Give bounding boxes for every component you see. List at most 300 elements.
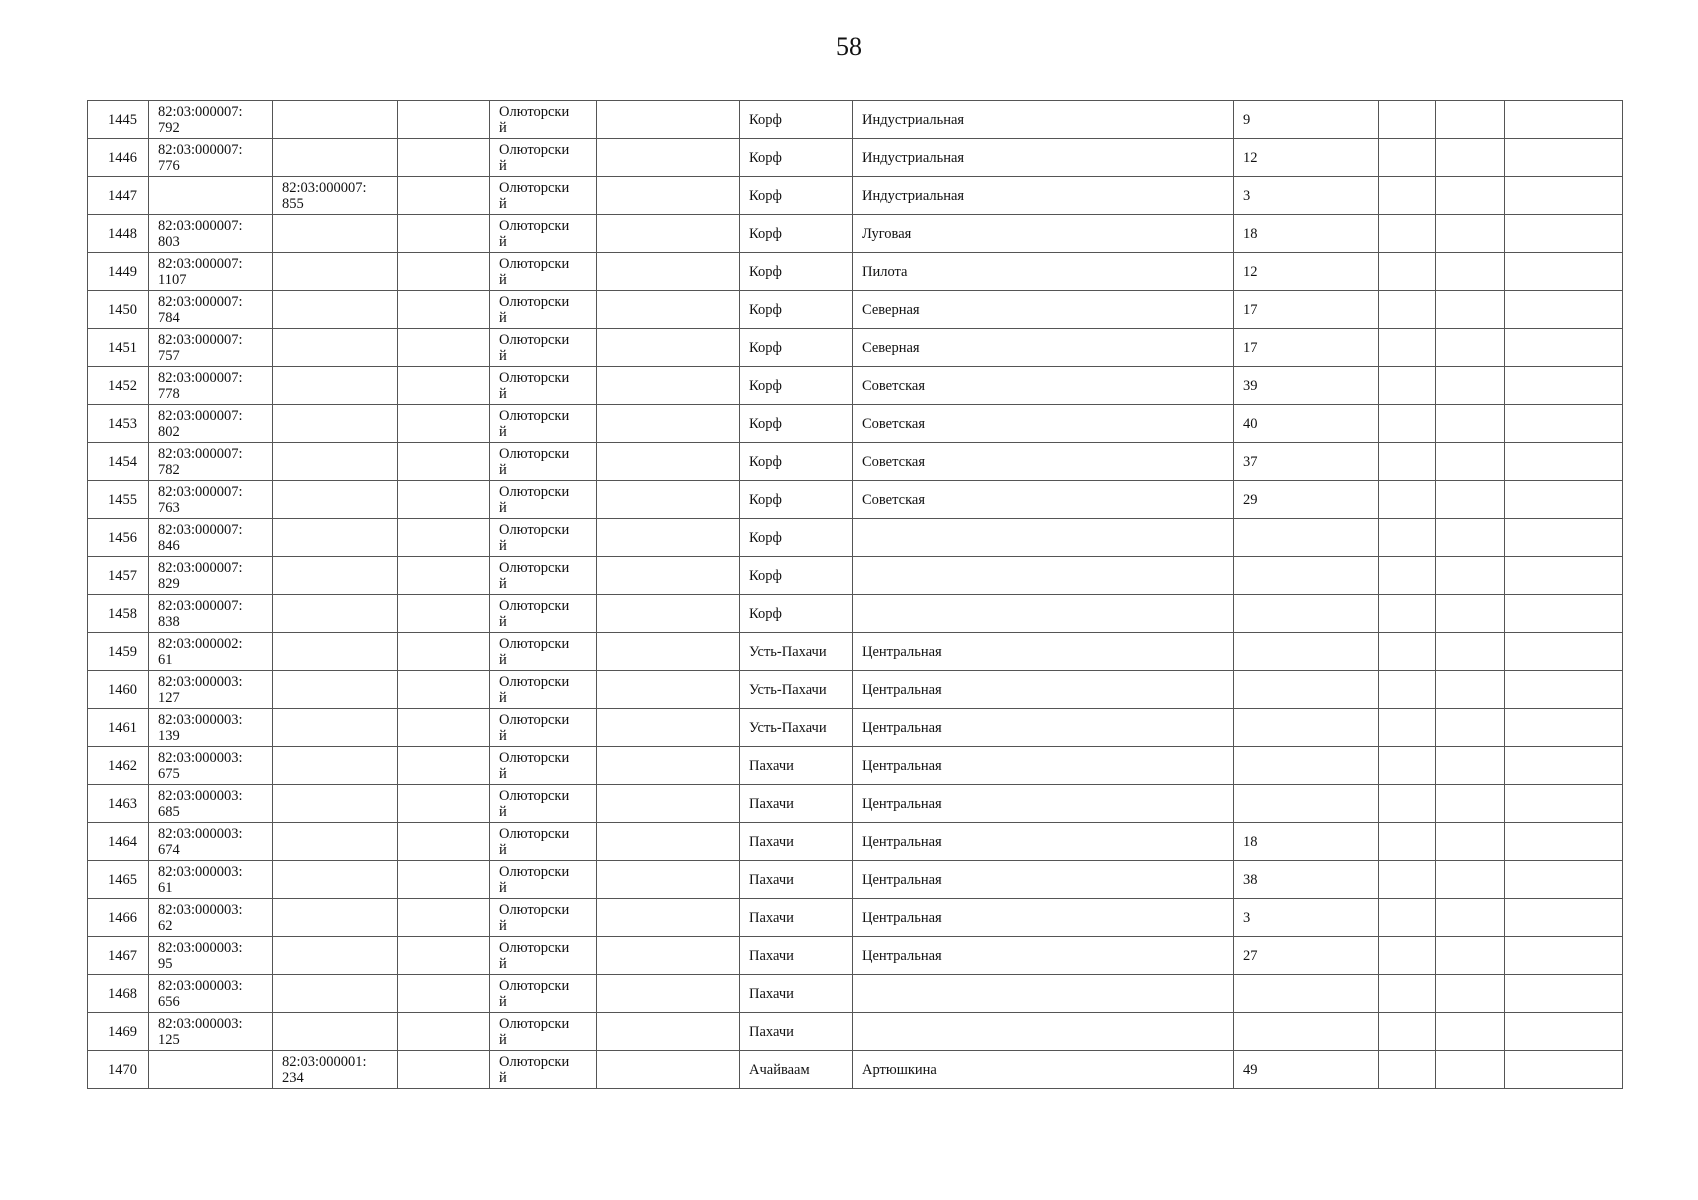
empty-cell xyxy=(1505,329,1623,367)
settlement-cell: Ачайваам xyxy=(740,1051,853,1089)
empty-cell xyxy=(597,595,740,633)
cadastral-number-alt-cell xyxy=(273,405,398,443)
row-number-cell: 1464 xyxy=(88,823,149,861)
empty-cell xyxy=(1379,823,1436,861)
house-number-cell xyxy=(1234,633,1379,671)
house-number-cell: 3 xyxy=(1234,899,1379,937)
street-cell: Северная xyxy=(853,329,1234,367)
district-cell: Олюторски й xyxy=(490,177,597,215)
empty-cell xyxy=(398,709,490,747)
cadastral-number-alt-cell xyxy=(273,595,398,633)
cadastral-number-cell: 82:03:000007: 1107 xyxy=(149,253,273,291)
table-row xyxy=(88,367,1623,405)
settlement-cell: Корф xyxy=(740,101,853,139)
house-number-cell: 27 xyxy=(1234,937,1379,975)
empty-cell xyxy=(398,481,490,519)
table-row xyxy=(88,747,1623,785)
row-number-cell: 1465 xyxy=(88,861,149,899)
cadastral-number-cell: 82:03:000003: 685 xyxy=(149,785,273,823)
empty-cell xyxy=(1505,1051,1623,1089)
empty-cell xyxy=(1436,595,1505,633)
empty-cell xyxy=(398,367,490,405)
house-number-cell: 12 xyxy=(1234,139,1379,177)
empty-cell xyxy=(1379,443,1436,481)
empty-cell xyxy=(1379,595,1436,633)
settlement-cell: Корф xyxy=(740,481,853,519)
cadastral-number-alt-cell xyxy=(273,937,398,975)
empty-cell xyxy=(398,101,490,139)
street-cell: Советская xyxy=(853,443,1234,481)
empty-cell xyxy=(398,139,490,177)
empty-cell xyxy=(1505,1013,1623,1051)
street-cell: Северная xyxy=(853,291,1234,329)
cadastral-number-cell xyxy=(149,1051,273,1089)
table-row xyxy=(88,329,1623,367)
row-number-cell: 1463 xyxy=(88,785,149,823)
cadastral-number-cell: 82:03:000007: 838 xyxy=(149,595,273,633)
district-cell: Олюторски й xyxy=(490,519,597,557)
cadastral-number-alt-cell xyxy=(273,709,398,747)
row-number-cell: 1457 xyxy=(88,557,149,595)
empty-cell xyxy=(597,823,740,861)
table-row xyxy=(88,177,1623,215)
empty-cell xyxy=(398,253,490,291)
empty-cell xyxy=(1379,557,1436,595)
registry-table xyxy=(87,100,1623,1089)
table-row xyxy=(88,861,1623,899)
empty-cell xyxy=(1379,747,1436,785)
empty-cell xyxy=(1436,861,1505,899)
house-number-cell: 17 xyxy=(1234,329,1379,367)
empty-cell xyxy=(1379,215,1436,253)
empty-cell xyxy=(1436,253,1505,291)
row-number-cell: 1453 xyxy=(88,405,149,443)
table-row xyxy=(88,101,1623,139)
district-cell: Олюторски й xyxy=(490,633,597,671)
empty-cell xyxy=(1505,253,1623,291)
cadastral-number-alt-cell xyxy=(273,139,398,177)
district-cell: Олюторски й xyxy=(490,823,597,861)
empty-cell xyxy=(1379,405,1436,443)
district-cell: Олюторски й xyxy=(490,557,597,595)
empty-cell xyxy=(1436,481,1505,519)
empty-cell xyxy=(1505,101,1623,139)
empty-cell xyxy=(398,1051,490,1089)
house-number-cell: 40 xyxy=(1234,405,1379,443)
district-cell: Олюторски й xyxy=(490,1013,597,1051)
empty-cell xyxy=(1436,215,1505,253)
empty-cell xyxy=(1379,633,1436,671)
street-cell: Центральная xyxy=(853,823,1234,861)
table-row xyxy=(88,405,1623,443)
settlement-cell: Корф xyxy=(740,405,853,443)
empty-cell xyxy=(597,139,740,177)
empty-cell xyxy=(398,405,490,443)
empty-cell xyxy=(597,633,740,671)
empty-cell xyxy=(1379,785,1436,823)
empty-cell xyxy=(1505,215,1623,253)
empty-cell xyxy=(1436,899,1505,937)
table-row xyxy=(88,595,1623,633)
empty-cell xyxy=(1379,329,1436,367)
empty-cell xyxy=(1505,519,1623,557)
empty-cell xyxy=(398,785,490,823)
empty-cell xyxy=(1505,481,1623,519)
row-number-cell: 1470 xyxy=(88,1051,149,1089)
cadastral-number-alt-cell xyxy=(273,367,398,405)
street-cell: Центральная xyxy=(853,633,1234,671)
house-number-cell: 18 xyxy=(1234,823,1379,861)
house-number-cell: 9 xyxy=(1234,101,1379,139)
table-row xyxy=(88,291,1623,329)
row-number-cell: 1446 xyxy=(88,139,149,177)
empty-cell xyxy=(1505,823,1623,861)
district-cell: Олюторски й xyxy=(490,481,597,519)
empty-cell xyxy=(1436,1013,1505,1051)
empty-cell xyxy=(1436,975,1505,1013)
row-number-cell: 1454 xyxy=(88,443,149,481)
cadastral-number-alt-cell xyxy=(273,253,398,291)
empty-cell xyxy=(597,405,740,443)
empty-cell xyxy=(1436,405,1505,443)
empty-cell xyxy=(398,1013,490,1051)
row-number-cell: 1450 xyxy=(88,291,149,329)
cadastral-number-cell: 82:03:000007: 763 xyxy=(149,481,273,519)
cadastral-number-alt-cell xyxy=(273,899,398,937)
empty-cell xyxy=(597,861,740,899)
empty-cell xyxy=(597,329,740,367)
street-cell: Центральная xyxy=(853,747,1234,785)
street-cell: Советская xyxy=(853,481,1234,519)
empty-cell xyxy=(597,709,740,747)
empty-cell xyxy=(398,291,490,329)
street-cell: Центральная xyxy=(853,671,1234,709)
street-cell xyxy=(853,1013,1234,1051)
empty-cell xyxy=(1505,633,1623,671)
row-number-cell: 1455 xyxy=(88,481,149,519)
house-number-cell xyxy=(1234,709,1379,747)
street-cell xyxy=(853,975,1234,1013)
settlement-cell: Корф xyxy=(740,367,853,405)
empty-cell xyxy=(398,671,490,709)
row-number-cell: 1448 xyxy=(88,215,149,253)
row-number-cell: 1459 xyxy=(88,633,149,671)
cadastral-number-cell: 82:03:000003: 139 xyxy=(149,709,273,747)
district-cell: Олюторски й xyxy=(490,747,597,785)
district-cell: Олюторски й xyxy=(490,861,597,899)
empty-cell xyxy=(1505,291,1623,329)
empty-cell xyxy=(398,557,490,595)
cadastral-number-alt-cell xyxy=(273,861,398,899)
empty-cell xyxy=(1436,1051,1505,1089)
table-row xyxy=(88,785,1623,823)
row-number-cell: 1469 xyxy=(88,1013,149,1051)
settlement-cell: Корф xyxy=(740,177,853,215)
house-number-cell xyxy=(1234,671,1379,709)
district-cell: Олюторски й xyxy=(490,253,597,291)
empty-cell xyxy=(597,291,740,329)
empty-cell xyxy=(398,937,490,975)
empty-cell xyxy=(1505,139,1623,177)
cadastral-number-alt-cell xyxy=(273,519,398,557)
empty-cell xyxy=(1436,139,1505,177)
settlement-cell: Пахачи xyxy=(740,975,853,1013)
empty-cell xyxy=(597,519,740,557)
row-number-cell: 1466 xyxy=(88,899,149,937)
settlement-cell: Пахачи xyxy=(740,861,853,899)
settlement-cell: Усть-Пахачи xyxy=(740,671,853,709)
street-cell: Центральная xyxy=(853,899,1234,937)
table-row xyxy=(88,481,1623,519)
district-cell: Олюторски й xyxy=(490,595,597,633)
empty-cell xyxy=(597,177,740,215)
empty-cell xyxy=(1379,101,1436,139)
empty-cell xyxy=(1379,481,1436,519)
empty-cell xyxy=(1436,519,1505,557)
cadastral-number-cell: 82:03:000003: 675 xyxy=(149,747,273,785)
table-row xyxy=(88,823,1623,861)
row-number-cell: 1460 xyxy=(88,671,149,709)
table-row xyxy=(88,671,1623,709)
empty-cell xyxy=(1505,405,1623,443)
cadastral-number-alt-cell xyxy=(273,291,398,329)
cadastral-number-cell: 82:03:000003: 125 xyxy=(149,1013,273,1051)
table-row xyxy=(88,519,1623,557)
empty-cell xyxy=(1379,367,1436,405)
row-number-cell: 1467 xyxy=(88,937,149,975)
house-number-cell: 12 xyxy=(1234,253,1379,291)
cadastral-number-cell: 82:03:000007: 757 xyxy=(149,329,273,367)
street-cell: Центральная xyxy=(853,937,1234,975)
house-number-cell xyxy=(1234,595,1379,633)
district-cell: Олюторски й xyxy=(490,1051,597,1089)
empty-cell xyxy=(1379,861,1436,899)
row-number-cell: 1445 xyxy=(88,101,149,139)
empty-cell xyxy=(1436,329,1505,367)
row-number-cell: 1468 xyxy=(88,975,149,1013)
house-number-cell xyxy=(1234,557,1379,595)
empty-cell xyxy=(1505,861,1623,899)
cadastral-number-alt-cell xyxy=(273,747,398,785)
cadastral-number-cell: 82:03:000007: 802 xyxy=(149,405,273,443)
house-number-cell: 49 xyxy=(1234,1051,1379,1089)
empty-cell xyxy=(1379,253,1436,291)
empty-cell xyxy=(398,329,490,367)
empty-cell xyxy=(1436,101,1505,139)
empty-cell xyxy=(1379,671,1436,709)
cadastral-number-cell: 82:03:000007: 784 xyxy=(149,291,273,329)
empty-cell xyxy=(1436,823,1505,861)
row-number-cell: 1458 xyxy=(88,595,149,633)
district-cell: Олюторски й xyxy=(490,899,597,937)
empty-cell xyxy=(1379,1013,1436,1051)
cadastral-number-cell: 82:03:000007: 792 xyxy=(149,101,273,139)
house-number-cell: 38 xyxy=(1234,861,1379,899)
empty-cell xyxy=(597,253,740,291)
empty-cell xyxy=(597,1013,740,1051)
table-row xyxy=(88,253,1623,291)
street-cell: Индустриальная xyxy=(853,101,1234,139)
empty-cell xyxy=(1505,595,1623,633)
house-number-cell: 18 xyxy=(1234,215,1379,253)
empty-cell xyxy=(1436,937,1505,975)
cadastral-number-alt-cell xyxy=(273,557,398,595)
cadastral-number-cell: 82:03:000007: 803 xyxy=(149,215,273,253)
empty-cell xyxy=(1379,1051,1436,1089)
empty-cell xyxy=(1505,937,1623,975)
street-cell: Луговая xyxy=(853,215,1234,253)
row-number-cell: 1451 xyxy=(88,329,149,367)
empty-cell xyxy=(1505,443,1623,481)
empty-cell xyxy=(597,899,740,937)
district-cell: Олюторски й xyxy=(490,937,597,975)
table-row xyxy=(88,1051,1623,1089)
street-cell: Советская xyxy=(853,367,1234,405)
street-cell: Центральная xyxy=(853,861,1234,899)
settlement-cell: Корф xyxy=(740,215,853,253)
empty-cell xyxy=(1379,139,1436,177)
empty-cell xyxy=(1436,443,1505,481)
cadastral-number-alt-cell: 82:03:000007: 855 xyxy=(273,177,398,215)
district-cell: Олюторски й xyxy=(490,709,597,747)
street-cell: Индустриальная xyxy=(853,177,1234,215)
district-cell: Олюторски й xyxy=(490,975,597,1013)
cadastral-number-cell: 82:03:000007: 846 xyxy=(149,519,273,557)
house-number-cell xyxy=(1234,747,1379,785)
district-cell: Олюторски й xyxy=(490,671,597,709)
empty-cell xyxy=(597,1051,740,1089)
cadastral-number-alt-cell xyxy=(273,215,398,253)
street-cell: Центральная xyxy=(853,709,1234,747)
house-number-cell xyxy=(1234,1013,1379,1051)
empty-cell xyxy=(1505,747,1623,785)
empty-cell xyxy=(597,937,740,975)
settlement-cell: Пахачи xyxy=(740,785,853,823)
cadastral-number-cell: 82:03:000007: 829 xyxy=(149,557,273,595)
empty-cell xyxy=(597,481,740,519)
empty-cell xyxy=(597,101,740,139)
district-cell: Олюторски й xyxy=(490,367,597,405)
house-number-cell xyxy=(1234,785,1379,823)
house-number-cell xyxy=(1234,975,1379,1013)
cadastral-number-cell: 82:03:000002: 61 xyxy=(149,633,273,671)
street-cell: Артюшкина xyxy=(853,1051,1234,1089)
empty-cell xyxy=(1436,709,1505,747)
settlement-cell: Пахачи xyxy=(740,1013,853,1051)
row-number-cell: 1449 xyxy=(88,253,149,291)
street-cell xyxy=(853,595,1234,633)
settlement-cell: Усть-Пахачи xyxy=(740,709,853,747)
cadastral-number-cell: 82:03:000003: 127 xyxy=(149,671,273,709)
empty-cell xyxy=(398,975,490,1013)
empty-cell xyxy=(398,595,490,633)
street-cell xyxy=(853,519,1234,557)
cadastral-number-cell: 82:03:000003: 674 xyxy=(149,823,273,861)
cadastral-number-cell: 82:03:000003: 656 xyxy=(149,975,273,1013)
table-row xyxy=(88,215,1623,253)
settlement-cell: Корф xyxy=(740,595,853,633)
table-row xyxy=(88,443,1623,481)
street-cell xyxy=(853,557,1234,595)
settlement-cell: Корф xyxy=(740,291,853,329)
table-row xyxy=(88,709,1623,747)
empty-cell xyxy=(597,671,740,709)
empty-cell xyxy=(398,747,490,785)
empty-cell xyxy=(398,823,490,861)
empty-cell xyxy=(1436,367,1505,405)
cadastral-number-alt-cell xyxy=(273,481,398,519)
empty-cell xyxy=(398,633,490,671)
row-number-cell: 1456 xyxy=(88,519,149,557)
house-number-cell: 39 xyxy=(1234,367,1379,405)
district-cell: Олюторски й xyxy=(490,405,597,443)
empty-cell xyxy=(1505,975,1623,1013)
empty-cell xyxy=(1436,557,1505,595)
settlement-cell: Пахачи xyxy=(740,747,853,785)
cadastral-number-alt-cell xyxy=(273,633,398,671)
house-number-cell: 3 xyxy=(1234,177,1379,215)
cadastral-number-cell: 82:03:000007: 776 xyxy=(149,139,273,177)
empty-cell xyxy=(398,443,490,481)
settlement-cell: Пахачи xyxy=(740,899,853,937)
empty-cell xyxy=(597,785,740,823)
cadastral-number-alt-cell xyxy=(273,1013,398,1051)
cadastral-number-alt-cell xyxy=(273,785,398,823)
empty-cell xyxy=(398,519,490,557)
house-number-cell: 17 xyxy=(1234,291,1379,329)
settlement-cell: Корф xyxy=(740,139,853,177)
empty-cell xyxy=(1505,557,1623,595)
empty-cell xyxy=(1436,747,1505,785)
house-number-cell: 37 xyxy=(1234,443,1379,481)
settlement-cell: Корф xyxy=(740,557,853,595)
cadastral-number-alt-cell xyxy=(273,329,398,367)
row-number-cell: 1461 xyxy=(88,709,149,747)
row-number-cell: 1452 xyxy=(88,367,149,405)
empty-cell xyxy=(1505,899,1623,937)
table-row xyxy=(88,899,1623,937)
settlement-cell: Корф xyxy=(740,443,853,481)
empty-cell xyxy=(398,899,490,937)
cadastral-number-alt-cell xyxy=(273,823,398,861)
empty-cell xyxy=(597,367,740,405)
district-cell: Олюторски й xyxy=(490,291,597,329)
empty-cell xyxy=(1379,899,1436,937)
house-number-cell xyxy=(1234,519,1379,557)
cadastral-number-alt-cell: 82:03:000001: 234 xyxy=(273,1051,398,1089)
empty-cell xyxy=(597,215,740,253)
row-number-cell: 1447 xyxy=(88,177,149,215)
empty-cell xyxy=(1379,937,1436,975)
settlement-cell: Усть-Пахачи xyxy=(740,633,853,671)
district-cell: Олюторски й xyxy=(490,329,597,367)
cadastral-number-cell: 82:03:000007: 782 xyxy=(149,443,273,481)
empty-cell xyxy=(1505,177,1623,215)
settlement-cell: Корф xyxy=(740,253,853,291)
empty-cell xyxy=(597,443,740,481)
empty-cell xyxy=(398,861,490,899)
district-cell: Олюторски й xyxy=(490,785,597,823)
empty-cell xyxy=(1436,633,1505,671)
empty-cell xyxy=(1379,975,1436,1013)
empty-cell xyxy=(1436,671,1505,709)
street-cell: Советская xyxy=(853,405,1234,443)
empty-cell xyxy=(597,747,740,785)
street-cell: Центральная xyxy=(853,785,1234,823)
cadastral-number-cell: 82:03:000003: 95 xyxy=(149,937,273,975)
table-row xyxy=(88,1013,1623,1051)
settlement-cell: Пахачи xyxy=(740,937,853,975)
